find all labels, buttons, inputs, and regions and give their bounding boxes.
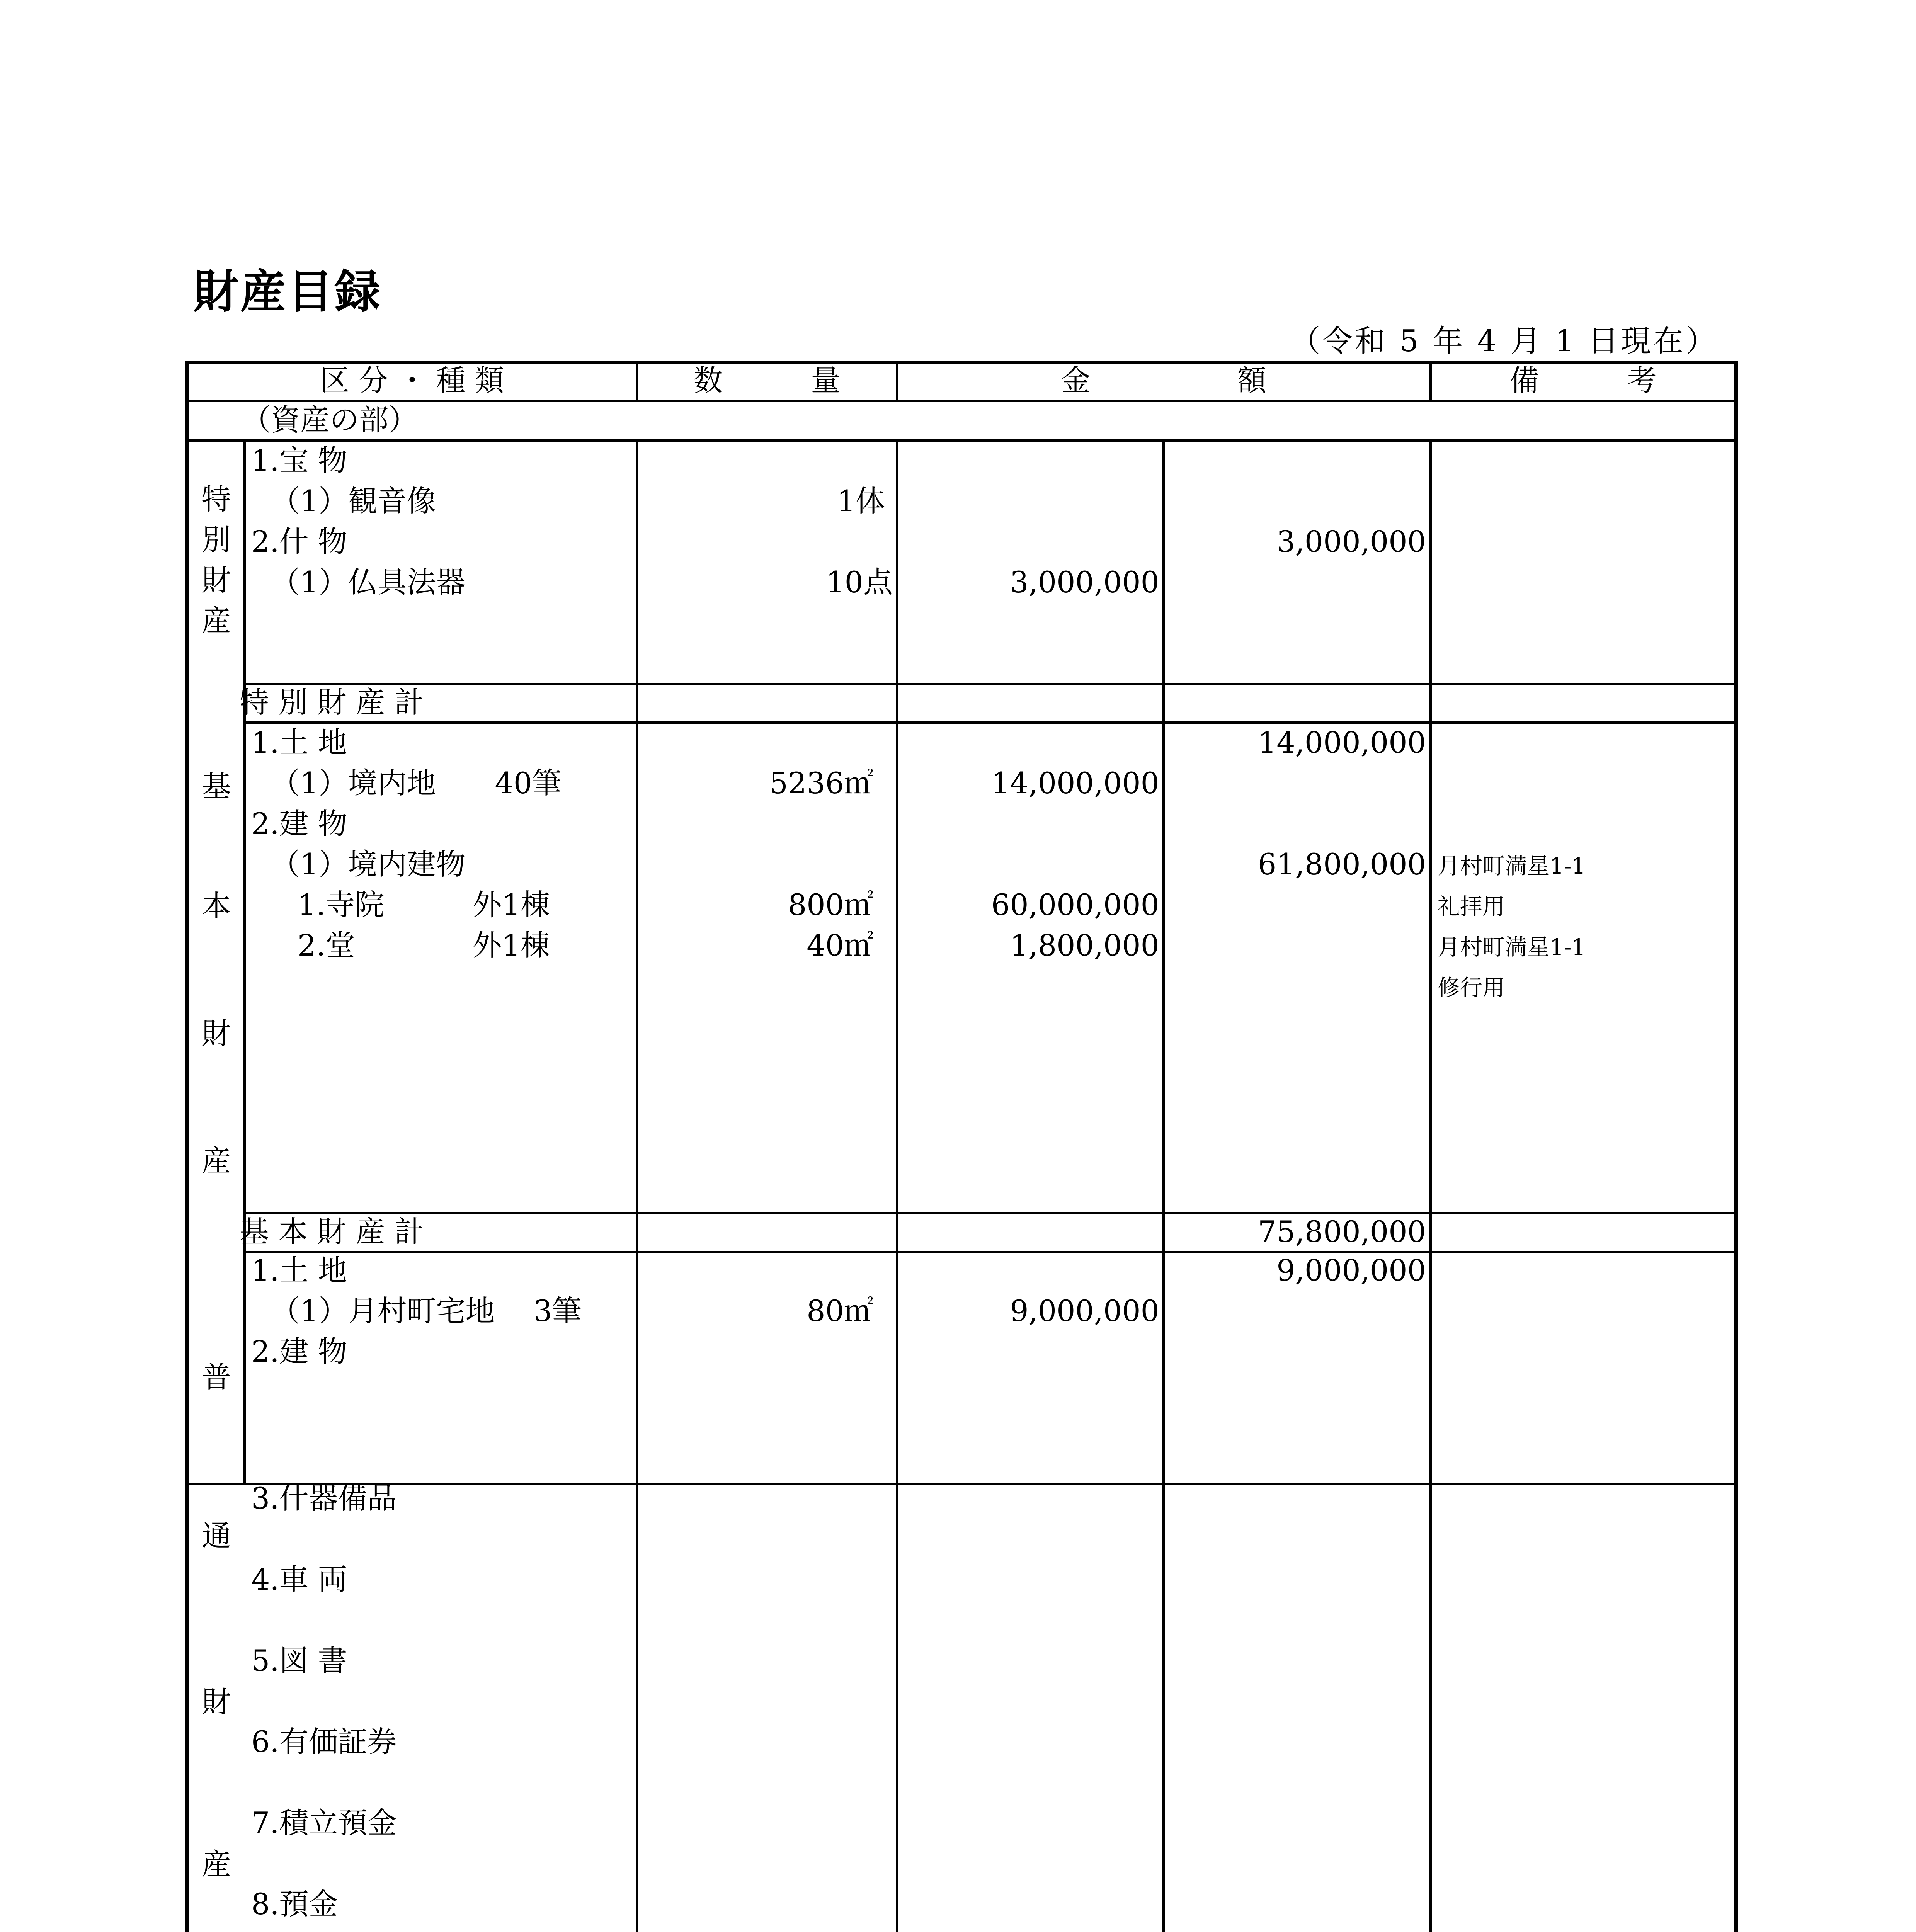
- header-category: 区 分 ・ 種 類: [320, 363, 504, 398]
- ordinary-item-2: 2.建 物: [251, 1334, 347, 1369]
- ordinary-item-1-1: （1）月村町宅地 3筆: [271, 1294, 582, 1328]
- basic-item-1-1-amount: 14,000,000: [991, 766, 1159, 800]
- ordinary-item-8: 8.預金: [251, 1887, 338, 1921]
- ordinary-item-1-total: 9,000,000: [1276, 1253, 1426, 1287]
- basic-label-4: 産: [202, 1144, 231, 1178]
- special-item-1-1: （1）観音像: [271, 484, 436, 518]
- ordinary-item-1-1-amount: 9,000,000: [1010, 1294, 1159, 1328]
- basic-label-2: 本: [202, 889, 231, 923]
- basic-building-2-note-1: 月村町満星1-1: [1438, 934, 1586, 960]
- basic-item-2-1-note: 月村町満星1-1: [1438, 853, 1586, 879]
- special-subtotal-label: 特 別 財 産 計: [240, 685, 424, 719]
- basic-item-1-1: （1）境内地 40筆: [271, 766, 562, 800]
- ordinary-item-4: 4.車 両: [251, 1562, 347, 1597]
- basic-building-2-amount: 1,800,000: [1010, 928, 1159, 963]
- basic-item-2-1: （1）境内建物: [271, 847, 466, 881]
- basic-label-3: 財: [202, 1016, 231, 1051]
- special-label-4: 産: [202, 604, 231, 638]
- ordinary-item-5: 5.図 書: [251, 1643, 347, 1678]
- basic-subtotal-label: 基 本 財 産 計: [240, 1214, 424, 1249]
- ordinary-label-1: 普: [202, 1360, 231, 1395]
- ordinary-item-1-1-qty: 80㎡: [807, 1294, 873, 1328]
- special-item-2: 2.什 物: [251, 524, 347, 559]
- row-line: [189, 400, 1734, 402]
- basic-subtotal: 75,800,000: [1257, 1214, 1426, 1249]
- row-line: [189, 439, 1734, 442]
- ordinary-item-7: 7.積立預金: [251, 1806, 397, 1840]
- basic-item-1: 1.土 地: [251, 725, 347, 760]
- ordinary-label-4: 産: [202, 1847, 231, 1881]
- basic-building-1-note: 礼拝用: [1438, 893, 1505, 920]
- basic-label-1: 基: [202, 769, 231, 803]
- row-line: [243, 1212, 1734, 1214]
- special-label-3: 財: [202, 563, 231, 597]
- header-quantity: 数 量: [693, 363, 841, 398]
- ordinary-item-3: 3.什器備品: [251, 1481, 397, 1515]
- ordinary-item-6: 6.有価証券: [251, 1725, 397, 1759]
- basic-building-1-qty: 800㎡: [788, 888, 873, 922]
- special-label-2: 別: [202, 522, 231, 557]
- special-item-1: 1.宝 物: [251, 443, 347, 478]
- as-of-date: （令和 5 年 4 月 1 日現在）: [1290, 324, 1718, 359]
- col-line: [243, 439, 246, 1483]
- basic-building-1-amount: 60,000,000: [991, 888, 1159, 922]
- ordinary-label-3: 財: [202, 1685, 231, 1719]
- basic-building-2: 2.堂 外1棟: [298, 928, 550, 963]
- col-line: [636, 439, 638, 1932]
- ordinary-label-2: 通: [202, 1519, 231, 1553]
- row-line: [243, 683, 1734, 685]
- basic-item-1-1-qty: 5236㎡: [769, 766, 873, 800]
- basic-building-1: 1.寺院 外1棟: [298, 888, 550, 922]
- basic-building-2-qty: 40㎡: [807, 928, 873, 963]
- row-line: [243, 1251, 1734, 1253]
- page-title: 財産目録: [193, 265, 382, 318]
- header-remarks: 備 考: [1509, 363, 1657, 398]
- row-line: [189, 1483, 1734, 1485]
- special-item-1-1-qty: 1体: [837, 484, 885, 518]
- special-item-2-1-amount: 3,000,000: [1010, 565, 1159, 599]
- basic-building-2-note-2: 修行用: [1438, 975, 1505, 1001]
- assets-section-label: （資産の部）: [242, 403, 418, 437]
- ordinary-item-1: 1.土 地: [251, 1253, 347, 1287]
- basic-item-1-total: 14,000,000: [1257, 725, 1426, 760]
- special-item-2-total: 3,000,000: [1276, 524, 1426, 559]
- header-amount: 金 額: [1061, 363, 1267, 398]
- col-line: [896, 439, 898, 1932]
- col-line: [1162, 439, 1165, 1932]
- basic-item-2-1-total: 61,800,000: [1257, 847, 1426, 881]
- col-line: [1429, 439, 1432, 1932]
- special-item-2-1-qty: 10点: [826, 565, 893, 599]
- basic-item-2: 2.建 物: [251, 806, 347, 841]
- special-label-1: 特: [202, 482, 231, 516]
- row-line: [243, 721, 1734, 724]
- special-item-2-1: （1）仏具法器: [271, 565, 466, 599]
